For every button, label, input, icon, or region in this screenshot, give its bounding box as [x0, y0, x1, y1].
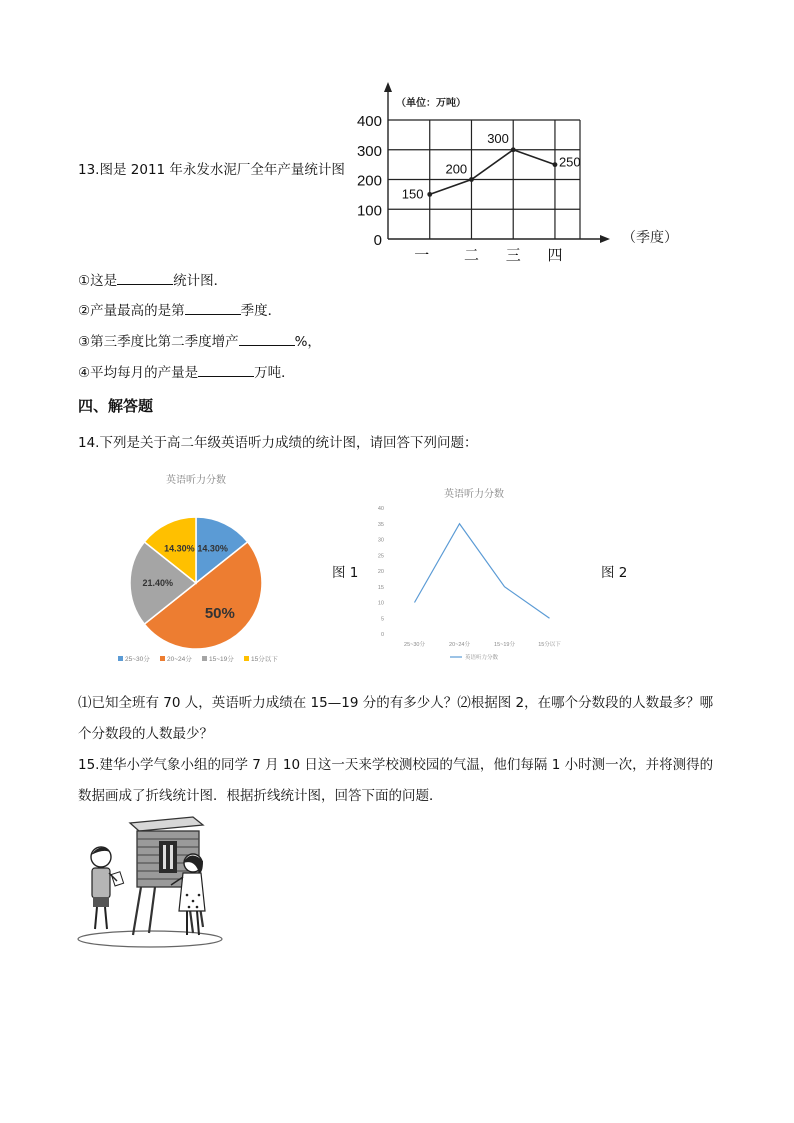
data-label: 250	[558, 154, 581, 170]
pie-data-label: 14.30%	[164, 543, 195, 554]
legend-label: 15分以下	[251, 656, 278, 663]
y-axis-arrow	[384, 82, 392, 92]
y-tick-label: 25	[377, 553, 384, 560]
legend-label: 25~30分	[125, 656, 150, 663]
answer-blank[interactable]	[198, 362, 254, 377]
chart-unit-label: （单位：万吨）	[396, 98, 466, 109]
legend-label: 15~19分	[209, 656, 234, 663]
data-label: 200	[445, 161, 468, 177]
y-tick-label: 0	[380, 632, 384, 638]
weather-station-illustration	[75, 815, 225, 950]
x-tick-label: 20~24分	[449, 642, 470, 648]
line-chart-title: 英语听力分数	[444, 489, 504, 500]
data-point	[553, 162, 558, 167]
answer-blank[interactable]	[239, 331, 295, 346]
y-tick-label: 15	[377, 584, 384, 591]
x-axis-label: （季度）	[622, 229, 678, 245]
pie-data-label: 21.40%	[142, 578, 173, 589]
x-tick-label: 15~19分	[494, 642, 515, 648]
data-label: 300	[487, 130, 509, 146]
q13-item-2: ②产量最高的是第 季度．	[78, 300, 281, 321]
line-chart-fig2	[362, 480, 577, 670]
q13-stem: 13.图是 2011 年永发水泥厂全年产量统计图	[78, 162, 345, 178]
y-tick-label: 400	[356, 113, 382, 130]
q15-stem: 15.建华小学气象小组的同学 7 月 10 日这一天来学校测校园的气温，他们每隔 1 小时测一次，并将测得的 数据画成了折线统计图．根据折线统计图，回答下面的问题．	[78, 757, 714, 804]
x-axis-arrow	[600, 235, 610, 243]
q14-questions: ⑴已知全班有 70 人，英语听力成绩在 15—19 分的有多少人？⑵根据图 2，在哪个分数段的人数最多？哪 个分数段的人数最少？	[78, 695, 714, 742]
legend-swatch	[244, 656, 249, 661]
series-line	[415, 524, 550, 619]
legend-swatch	[118, 656, 123, 661]
y-tick-label: 35	[377, 521, 384, 528]
y-tick-label: 0	[373, 232, 382, 249]
x-tick-label: 一	[414, 247, 430, 264]
fig1-label: 图 1	[332, 565, 359, 581]
y-tick-label: 20	[377, 569, 384, 575]
x-tick-label: 四	[547, 247, 563, 264]
pie-data-label: 14.30%	[197, 543, 228, 554]
y-tick-label: 40	[377, 506, 384, 512]
answer-blank[interactable]	[117, 270, 173, 285]
pie-data-label: 50%	[204, 605, 235, 623]
pie-title: 英语听力分数	[166, 475, 226, 486]
y-tick-label: 100	[356, 202, 382, 220]
y-tick-label: 30	[377, 537, 384, 544]
x-tick-label: 二	[463, 247, 479, 264]
pie-chart-fig1	[110, 465, 300, 670]
fig2-label: 图 2	[601, 565, 628, 581]
y-tick-label: 300	[356, 142, 382, 160]
q13-item-1: ①这是 统计图．	[78, 270, 227, 291]
q13-item-4: ④平均每月的产量是 万吨．	[78, 362, 295, 383]
legend-swatch	[160, 656, 165, 661]
answer-blank[interactable]	[185, 300, 241, 315]
q13-production-chart	[340, 80, 678, 265]
y-tick-label: 5	[380, 616, 384, 623]
legend-label: 英语听力分数	[465, 655, 499, 661]
legend-label: 20~24分	[167, 656, 192, 663]
data-point	[469, 177, 474, 182]
q14-stem: 14.下列是关于高二年级英语听力成绩的统计图，请回答下列问题：	[78, 435, 478, 451]
x-tick-label: 15分以下	[538, 642, 561, 648]
q13-item-3: ③第三季度比第二季度增产 %，	[78, 331, 321, 352]
data-point	[511, 147, 516, 152]
legend-swatch	[202, 656, 207, 661]
section-title: 四、解答题	[78, 397, 154, 415]
data-point	[427, 192, 432, 197]
y-tick-label: 10	[377, 600, 384, 607]
x-tick-label: 25~30分	[404, 642, 425, 648]
y-tick-label: 200	[356, 172, 382, 190]
x-tick-label: 三	[505, 247, 521, 264]
data-label: 150	[401, 186, 424, 202]
